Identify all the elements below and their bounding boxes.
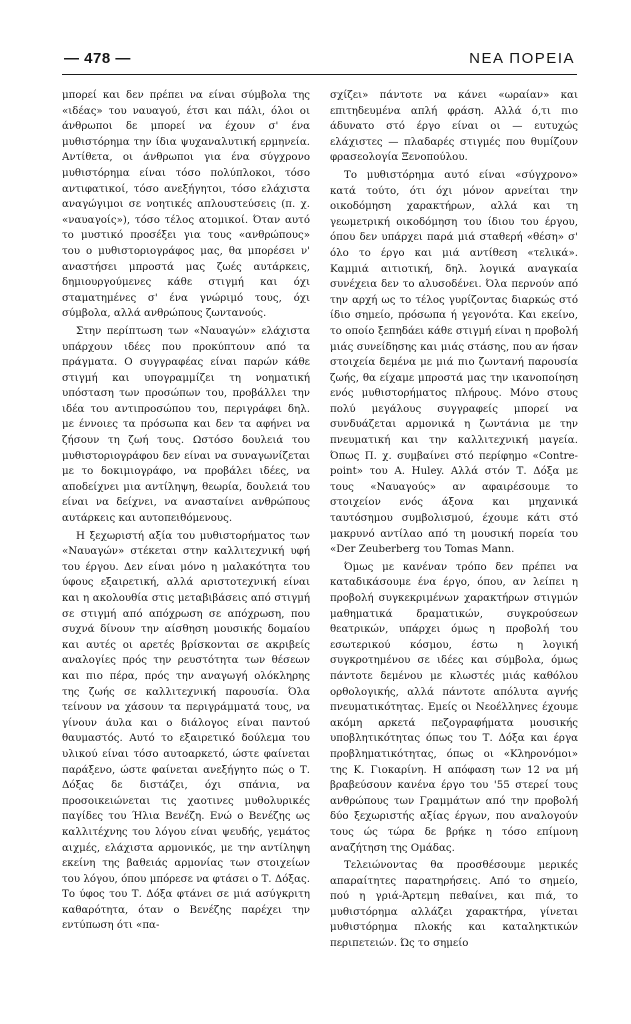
paragraph: Τελειώνοντας θα προσθέσουμε μερικές απαραίτητες παρατηρήσεις. Από το σημείο, πού η γριά-Άρτεμη πεθαίνει, και πιά, το μυθιστόρημα αλλάζει χαρακτήρα, γίνεται μυθιστόρημα πλοκής και καταληκτικών περιπετειών. Ώς το σημείο bbox=[330, 859, 578, 950]
paragraph: Η ξεχωριστή αξία του μυθιστορήματος των «Ναυαγών» στέκεται στην καλλιτεχνική υφή του έργου. Δεν είναι μόνο η μαλακότητα του ύφους εξαιρετική, αλλά αριστοτεχνική είναι και η ακολουθία στις μεταβιβάσεις από στιγμή σε στιγμή από απόχρωση σε απόχρωση, που συχνά δίνουν την αίσθηση μουσικής δομαίου και αυτές οι αρετές βρίσκονται σε ακριβείς αναλογίες πρός την ρευστότητα των θέσεων και πιο πέρα, πρός την αναγωγή ολόκληρης της ζωής σε καλλιτεχνική παρουσία. Όλα τείνουν να χάσουν τα περιγράμματά τους, να γίνουν άυλα και ο διάλογος είναι παντού θαυμαστός. Αυτό το εξαιρετικό δούλεμα του υλικού είναι τόσο αυτοαρκετό, ώστε φαίνεται παράξενο, ώστε φαίνεται ανεξήγητο πώς ο Τ. Δόξας δε διστάζει, όχι σπάνια, να προσοικειώνεται τις χαοτινες μυθολυρικές παγίδες του Ήλια Βενέζη. Ενώ ο Βενέζης ως καλλιτέχνης του λόγου είναι ψευδής, γεμάτος αιχμές, ελάχιστα αρμονικός, με την αντίληψη εκείνη της βαθειάς αρμονίας των στοιχείων του λόγου, όπου μπόρεσε να φτάσει ο Τ. Δόξας. Το ύφος του Τ. Δόξα φτάνει σε μιά ασύγκριτη καθαρότητα, όταν ο Βενέζης παρέχει την εντύπωση ότι «πα- bbox=[62, 529, 310, 932]
journal-title: ΝΕΑ ΠΟΡΕΙΑ bbox=[469, 50, 575, 67]
paragraph: μπορεί και δεν πρέπει να είναι σύμβολα της «ιδέας» του ναυαγού, έτσι και πάλι, όλοι οι άνθρωποι δε μπορεί να έχουν σ' ένα μυθιστόρημα την ίδια ψυχαναλυτική ερμηνεία. Αντίθετα, οι άνθρωποι για ένα σύγχρονο μυθιστόρημα είναι τόσο πολύπλοκοι, τόσο αντιφατικοί, τόσο ανεξήγητοι, τόσο ελάχιστα αναγώγιμοι σε νοητικές απλουστεύσεις (π. χ. «ναυαγοίς»), τόσο τέλος ατομικοί. Όταν αυτό το μυστικό προσέξει για τους «ανθρώπους» του ο μυθιστοριογράφος μας, θα μπορέσει ν' αναστήσει μπροστά μας ζωές αυτάρκεις, δημιουργούμενες κάθε στιγμή και όχι σταματημένες σ' ένα γνώριμό τους, όχι σύμβολα, αλλά ανθρώπους ζωντανούς. bbox=[62, 89, 310, 320]
paragraph: σχίζει» πάντοτε να κάνει «ωραίαν» και επιτηδευμένα απλή φράση. Αλλά ό,τι πιο άδυνατο στό έργο είναι οι — ευτυχώς ελάχιστες — πλαδαρές στιγμές που θυμίζουν φρασεολογία Ξενοπούλου. bbox=[330, 89, 578, 164]
paragraph: Το μυθιστόρημα αυτό είναι «σύγχρονο» κατά τούτο, ότι όχι μόνον αρνείται την οικοδόμηση χαρακτήρων, αλλά και τη γεωμετρική οικοδόμηση του ίδιου του έργου, όπου δεν υπάρχει παρά μιά σταθερή «θέση» σ' όλο το έργο και μιά αντίθεση «τελικά». Καμμιά αιτιοτική, δηλ. λογικά αναγκαία συνέχεια δεν το αλυσοδένει. Όλα περνούν από την αρχή ως το τέλος γυρίζοντας διαρκώς στό ίδιο σημείο, πρόσωπα ή γεγονότα. Και εκείνο, το οποίο ξεπηδάει κάθε στιγμή είναι η προβολή μιάς συνείδησης και μιάς στάσης, που αν ήσαν στοιχεία δεμένα με μιά πιο ζωντανή παρουσία ζωής, θα είχαμε μπροστά μας την ικανοποίηση ενός μυθιστορήματος πλήρους. Μόνο στους πολύ μεγάλους συγγραφείς μπορεί να συνδυάζεται αρμονικά η ζωντάνια με την πνευματική και την καλλιτεχνική μαγεία. Όπως Π. χ. συμβαίνει στό περίφημο «Contre-point» του A. Huley. Αλλά στόν Τ. Δόξα με τους «Ναυαγούς» αν αφαιρέσουμε το στοιχείον ενός άξονα και μηχανικά ταυτόσημου συμβολισμού, έχουμε κάτι στό μακρυνό αντίλαο από τη μουσική πορεία του «Der Zeuberberg του Tomas Mann. bbox=[330, 168, 578, 556]
header-rule bbox=[62, 74, 577, 75]
page-number: — 478 — bbox=[64, 50, 131, 67]
paragraph: Όμως με κανέναν τρόπο δεν πρέπει να καταδικάσουμε ένα έργο, όπου, αν λείπει η προβολή συγκεκριμένων χαρακτήρων στιγμών μαθηματικά δραματικών, συγκρούσεων θεατρικών, υπάρχει όμως η προβολή του εσωτερικού κόσμου, έστω η λογική συγκροτημένου σε ιδέες και σύμβολα, όμως πάντοτε δεμένου με κλωστές μιάς καθόλου ορθολογικής, αλλά πάντοτε απόλυτα αγνής πνευματικότητας. Εμείς οι Νεοέλληνες έχουμε ακόμη αρκετά πεζογραφήματα μουσικής υποβλητικότητας όπως του Τ. Δόξα και έργα προβληματικότητας, όπως οι «Κληρονόμοι» της Κ. Γιοκαρίνη. Η απόφαση των 12 να μή βραβεύσουν κανένα έργο του '55 στερεί τους ανθρώπους των Γραμμάτων από την προβολή δύο ξεχωριστής αξίας έργων, που αναλογούν τους ώς τώρα δε βρήκε η τόσο επίμονη αναζήτηση της Ομάδας. bbox=[330, 560, 578, 854]
right-column bbox=[330, 88, 578, 1000]
paragraph: Στην περίπτωση των «Ναυαγών» ελάχιστα υπάρχουν ιδέες που προκύπτουν από τα πράγματα. Ο συγγραφέας είναι παρών κάθε στιγμή και υπογραμμίζει τη νοηματική υπόσταση των προσώπων του, προβάλλει την ιδέα του αντιπροσώπου του, περιγράφει δηλ. με έννοιες τα πρόσωπα και δεν τα αφήνει να ζήσουν τη ζωή τους. Ωστόσο δουλειά του μυθιστοριογράφου δεν είναι να συναγωνίζεται με το δοκιμιογράφο, να προβάλει ιδέες, να αποδείχνει μια αντίληψη, θεωρία, δουλειά του είναι να δείχνει, να ανασταίνει ανθρώπους αυτάρκεις και αυτοπειθόμενους. bbox=[62, 324, 310, 525]
left-column bbox=[62, 88, 310, 1000]
